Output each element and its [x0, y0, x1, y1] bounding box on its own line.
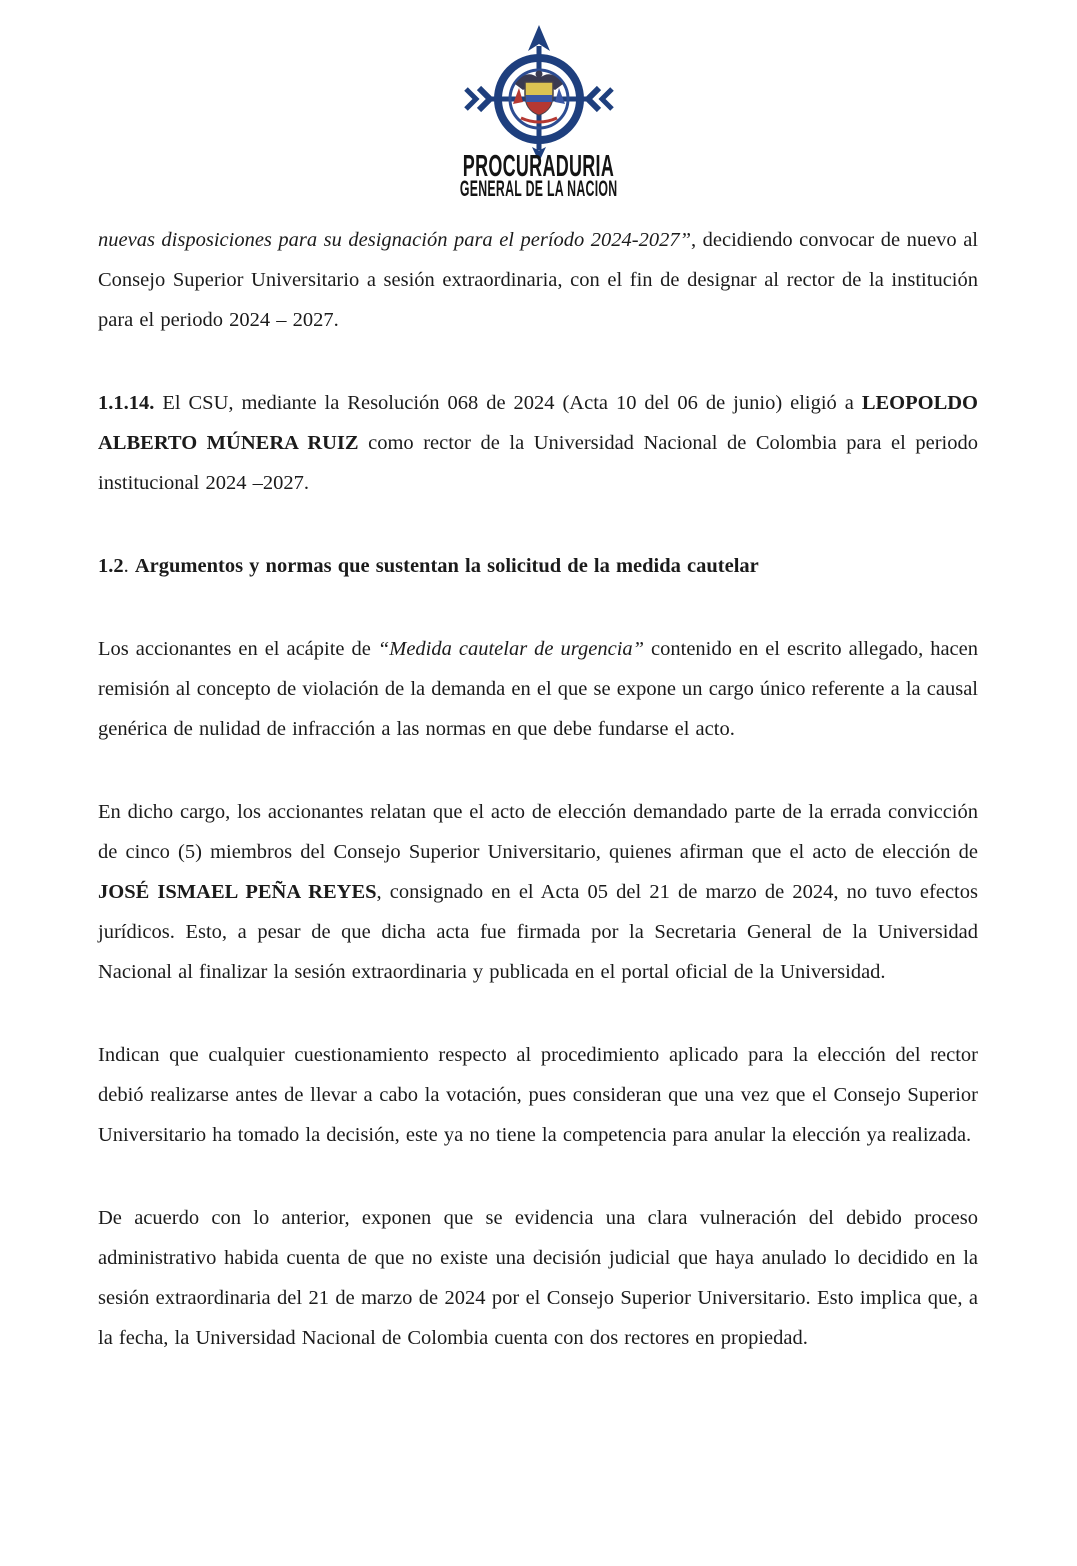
paragraph-1-1-14 — [98, 383, 978, 503]
text-run-bold: JOSÉ ISMAEL PEÑA REYES — [98, 881, 377, 903]
logo — [0, 0, 1077, 201]
text-run-italic: “Medida cautelar de urgencia” — [377, 638, 645, 660]
paragraph-accionantes — [98, 629, 978, 749]
text-run-normal: El CSU, mediante la Resolución 068 de 2024 (Acta 10 del 06 de junio) eligió a — [154, 392, 862, 414]
paragraph-cargo — [98, 792, 978, 992]
text-run-normal: contenido en el escrito allegado, hacen remisión al concepto de violación de la demanda en el que se expone un cargo único referente a la causal genérica de nulidad de infracción a las normas en que debe fundarse el acto. — [98, 638, 978, 740]
paragraph-cuestionamiento — [98, 1035, 978, 1155]
text-run-normal: , consignado en el Acta 05 del 21 de marzo de 2024, no tuvo efectos jurídicos. Esto, a pesar de que dicha acta fue firmada por la Secretaria General de la Universidad Nacional al finalizar la sesión extraordinaria y publicada en el portal oficial de la Universidad. — [98, 881, 978, 983]
procuraduria-compass-emblem-icon — [463, 24, 615, 162]
text-run-normal: Indican que cualquier cuestionamiento respecto al procedimiento aplicado para la elección del rector debió realizarse antes de llevar a cabo la votación, pues consideran que una vez que el Consejo Superior Universitario ha tomado la decisión, este ya no tiene la competencia para anular la elección ya realizada. — [98, 1044, 978, 1146]
paragraph-conclusion — [98, 1198, 978, 1358]
text-run-italic: nuevas disposiciones para su designación para el período 2024-2027” — [98, 229, 692, 251]
section-heading-1-2 — [98, 546, 978, 586]
text-run-bold: 1.1.14. — [98, 392, 155, 414]
logo-org-name: PROCURADURIA — [462, 148, 615, 183]
text-run-normal: En dicho cargo, los accionantes relatan que el acto de elección demandado parte de la errada convicción de cinco (5) miembros del Consejo Superior Universitario, quienes afirman que el acto de elección de — [98, 801, 978, 863]
text-run-bold: 1.2 — [98, 555, 124, 577]
text-run-normal: como rector de la Universidad Nacional de Colombia para el periodo institucional 2024 –2027. — [98, 432, 978, 494]
text-run-normal: , decidiendo convocar de nuevo al Consejo Superior Universitario a sesión extraordinaria, con el fin de designar al rector de la institución para el periodo 2024 – 2027. — [98, 229, 978, 331]
text-run-normal: De acuerdo con lo anterior, exponen que se evidencia una clara vulneración del debido proceso administrativo habida cuenta de que no existe una decisión judicial que haya anulado lo decidido en la sesión extraordinaria del 21 de marzo de 2024 por el Consejo Superior Universitario. Esto implica que, a la fecha, la Universidad Nacional de Colombia cuenta con dos rectores en propiedad. — [98, 1207, 978, 1349]
text-run-bold: Argumentos y normas que sustentan la solicitud de la medida cautelar — [134, 555, 759, 577]
document-body — [0, 198, 1077, 1358]
text-run-normal: . — [123, 555, 135, 577]
paragraph-continuation — [98, 220, 978, 340]
logo-org-subtitle: GENERAL DE LA NACION — [459, 176, 618, 201]
text-run-normal: Los accionantes en el acápite de — [98, 638, 378, 660]
text-run-bold: LEOPOLDO ALBERTO MÚNERA RUIZ — [98, 392, 978, 454]
